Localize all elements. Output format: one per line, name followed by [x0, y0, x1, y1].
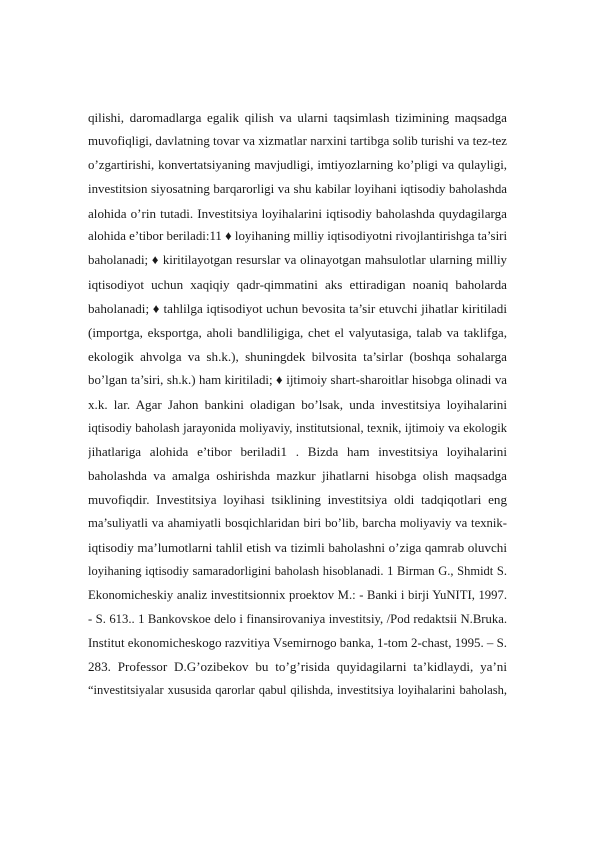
text-line: jihatlariga alohida e’tibor beriladi1 . Bizda ham investitsiya loyihalarini	[88, 444, 507, 460]
text-line: “investitsiyalar xususida qarorlar qabul qilishda, investitsiya loyihalarini baholash,	[88, 683, 507, 698]
text-line: baholanadi; ♦ tahlilga iqtisodiyot uchun bevosita ta’sir etuvchi jihatlar kiritiladi	[88, 301, 507, 317]
body-text	[88, 106, 507, 703]
text-line: muvofiqligi, davlatning tovar va xizmatlar narxini tartibga solib turishi va tez-tez	[88, 133, 507, 148]
text-line: alohida e’tibor beriladi:11 ♦ loyihaning milliy iqtisodiyotni rivojlantirishga ta’siri	[88, 229, 507, 244]
text-line: muvofiqdir. Investitsiya loyihasi tsiklining investitsiya oldi tadqiqotlari eng	[88, 492, 507, 508]
text-line: (importga, eksportga, aholi bandliligiga, chet el valyutasiga, talab va taklifga,	[88, 325, 507, 341]
text-line: baholanadi; ♦ kiritilayotgan resurslar va olinayotgan mahsulotlar ularning milliy	[88, 253, 507, 268]
text-line: Ekonomicheskiy analiz investitsionnix proektov M.: - Banki i birji YuNITI, 1997.	[88, 587, 507, 602]
text-line: - S. 613.. 1 Bankovskoe delo i finansirovaniya investitsiy, /Pod redaktsii N.Bruka.	[88, 611, 507, 626]
text-line: iqtisodiyot uchun xaqiqiy qadr-qimmatini aks ettiradigan noaniq baholarda	[88, 277, 507, 293]
text-line: ma’suliyatli va ahamiyatli bosqichlaridan biri bo’lib, barcha moliyaviy va texnik-	[88, 516, 507, 531]
text-line: x.k. lar. Agar Jahon bankini oladigan bo’lsak, unda investitsiya loyihalarini	[88, 396, 507, 412]
text-line: qilishi, daromadlarga egalik qilish va ularni taqsimlash tizimining maqsadga	[88, 110, 507, 125]
text-line: baholashda va amalga oshirishda mazkur jihatlarni hisobga olish maqsadga	[88, 468, 507, 484]
text-line: iqtisodiy baholash jarayonida moliyaviy, institutsional, texnik, ijtimoiy va ekologik	[88, 420, 507, 435]
text-line: loyihaning iqtisodiy samaradorligini baholash hisoblanadi. 1 Birman G., Shmidt S.	[88, 563, 507, 578]
text-line: iqtisodiy ma’lumotlarni tahlil etish va tizimli baholashni o’ziga qamrab oluvchi	[88, 540, 507, 556]
text-line: investitsion siyosatning barqarorligi va shu kabilar loyihani iqtisodiy baholashda	[88, 181, 507, 196]
text-line: Institut ekonomicheskogo razvitiya Vsemirnogo banka, 1-tom 2-chast, 1995. – S.	[88, 635, 507, 650]
text-line: alohida o’rin tutadi. Investitsiya loyihalarini iqtisodiy baholashda quydagilarga	[88, 205, 507, 221]
text-line: 283. Professor D.G’ozibekov bu to’g’risida quyidagilarni ta’kidlaydi, ya’ni	[88, 659, 507, 675]
text-line: bo’lgan ta’siri, sh.k.) ham kiritiladi; ♦ ijtimoiy shart-sharoitlar hisobga olinadi va	[88, 372, 507, 387]
text-line: ekologik ahvolga va sh.k.), shuningdek bilvosita ta’sirlar (boshqa sohalarga	[88, 348, 507, 364]
text-line: o’zgartirishi, konvertatsiyaning mavjudligi, imtiyozlarning ko’pligi va qulayligi,	[88, 157, 507, 172]
